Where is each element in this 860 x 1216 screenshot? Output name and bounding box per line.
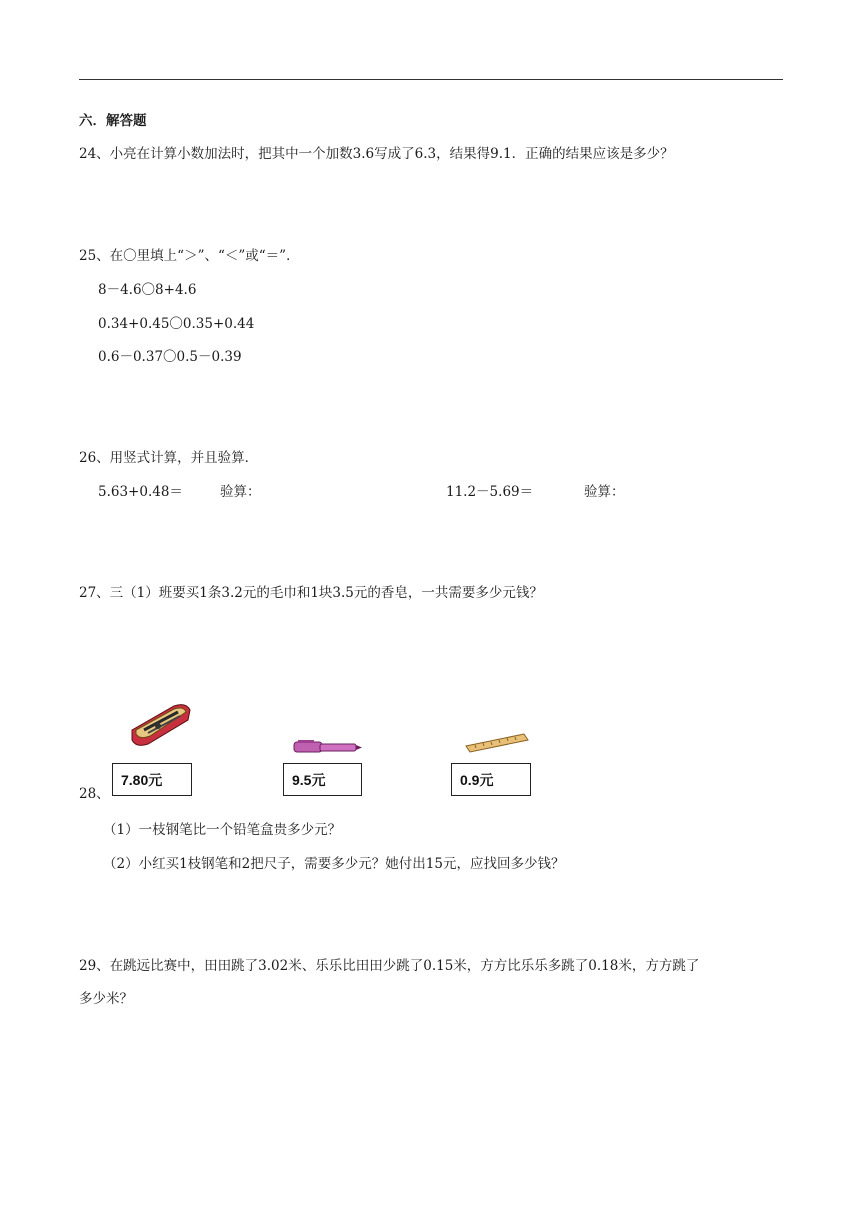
q28-subquestion-2: （2）小红买1枝钢笔和2把尺子，需要多少元？她付出15元，应找回多少钱？ [103, 856, 565, 872]
question-24: 24、小亮在计算小数加法时，把其中一个加数3.6写成了6.3，结果得9.1．正确的结果应该是多少？ [79, 146, 674, 162]
question-25: 25、在〇里填上“＞”、“＜”或“＝”． [79, 248, 300, 264]
q26-check-2: 验算： [584, 484, 625, 500]
question-28-number: 28、 [79, 786, 110, 802]
section-title: 六．解答题 [79, 113, 147, 129]
price-tag-ruler: 0.9元 [451, 763, 531, 796]
question-27: 27、三（1）班要买1条3.2元的毛巾和1块3.5元的香皂，一共需要多少元钱？ [79, 585, 543, 601]
pen-icon [290, 738, 364, 758]
price-tag-pencil-case: 7.80元 [112, 763, 192, 796]
question-29-line-2: 多少米？ [79, 991, 133, 1007]
question-29-line-1: 29、在跳远比赛中，田田跳了3.02米、乐乐比田田少跳了0.15米，方方比乐乐多跳了0.18米，方方跳了 [79, 958, 700, 974]
question-26: 26、用竖式计算，并且验算． [79, 450, 259, 466]
q28-subquestion-1: （1）一枝钢笔比一个铅笔盒贵多少元？ [103, 822, 342, 838]
q25-item-3: 0.6－0.37〇0.5－0.39 [98, 349, 242, 365]
q26-expression-2: 11.2－5.69＝ [446, 484, 534, 500]
pencil-case-icon [128, 700, 194, 750]
q25-item-1: 8－4.6〇8+4.6 [98, 282, 197, 298]
q26-expression-1: 5.63+0.48＝ [98, 484, 183, 500]
q26-check-1: 验算： [220, 484, 261, 500]
header-rule [79, 79, 783, 80]
q25-item-2: 0.34+0.45〇0.35+0.44 [98, 316, 255, 332]
price-tag-pen: 9.5元 [283, 763, 362, 796]
ruler-icon [464, 732, 530, 754]
